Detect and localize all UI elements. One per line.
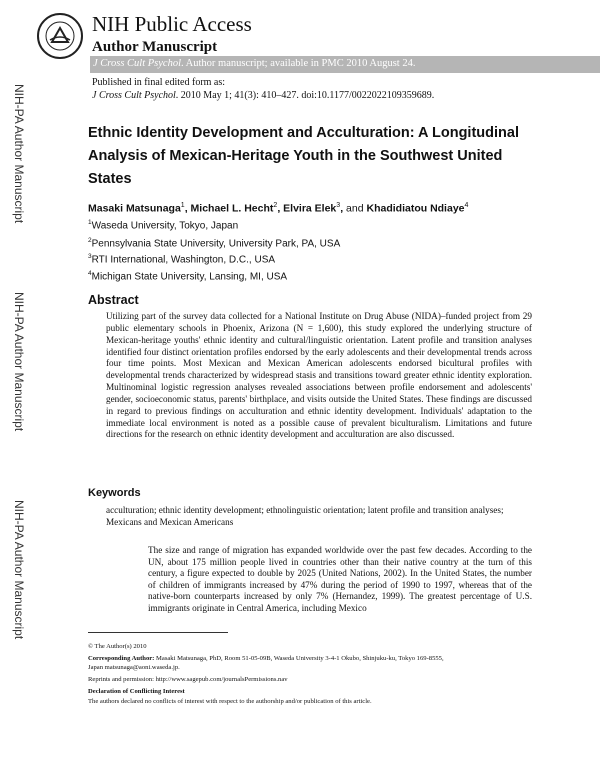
availability-bar bbox=[90, 56, 600, 73]
keywords-text: acculturation; ethnic identity development; ethnolinguistic orientation; latent profile and transition analyses; Mexicans and Mexican Americans bbox=[106, 505, 504, 527]
abstract-text: Utilizing part of the survey data collected for a National Institute on Drug Abuse (NIDA)–funded project from 29 public elementary schools in Phoenix, Arizona (N = 1,600), this study explored the underlying structure of Mexican-heritage youths' ethnic identity and cultural/linguistic orientation. Latent profile and transition analyses identified four distinct orientation profiles endorsed by the early adolescents and their developmental trends across four time points. Most Mexican and Mexican American adolescents endorsed bicultural profiles with developmental trends characterized by widespread stasis and transitions toward greater ethnic identity exploration. Multinominal logistic regression analyses revealed associations between profile endorsement and adolescents' gender, socioeconomic status, parents' birthplace, and visits outside the United States. These findings are discussed in regard to previous findings on acculturation and ethnic identity development. Individuals' adaptation to the immediate local environment is noted as a possible cause of prevalent biculturalism. Limitations and future directions for the research on ethnic identity development and acculturation are also discussed. bbox=[106, 311, 532, 440]
side-label-middle: NIH-PA Author Manuscript bbox=[12, 292, 26, 432]
affiliation: $^2$Pennsylvania State University, University Park, PA, USA bbox=[88, 237, 341, 250]
author-manuscript-subtitle: Author Manuscript bbox=[92, 39, 218, 55]
citation-journal: J Cross Cult Psychol bbox=[92, 90, 176, 101]
footnote-divider bbox=[88, 632, 228, 633]
published-citation bbox=[92, 90, 434, 101]
side-label-top: NIH-PA Author Manuscript bbox=[12, 84, 26, 224]
corresponding-email: Japan matsunaga@aoni.waseda.jp. bbox=[88, 664, 180, 671]
conflict-text: The authors declared no conflicts of interest with respect to the authorship and/or publication of this article. bbox=[88, 698, 372, 705]
nih-logo bbox=[36, 12, 84, 60]
nih-public-access-title: NIH Public Access bbox=[92, 12, 252, 36]
author-name: Khadidiatou Ndiaye bbox=[366, 202, 465, 215]
citation-text: . 2010 May 1; 41(3): 410–427. doi:10.1177/0022022109359689. bbox=[175, 90, 435, 101]
conflict-heading: Declaration of Conflicting Interest bbox=[88, 688, 185, 695]
author-list: Masaki Matsunaga$^1$, Michael L. Hecht$^2$, Elvira Elek$^3$, and Khadidiatou Ndiaye$^4$ bbox=[88, 202, 469, 215]
affiliation: $^4$Michigan State University, Lansing, MI, USA bbox=[88, 270, 288, 283]
abstract-heading: Abstract bbox=[88, 293, 139, 307]
copyright-note: © The Author(s) 2010 bbox=[88, 643, 147, 650]
author-name: Michael L. Hecht bbox=[190, 202, 274, 215]
author-name: Masaki Matsunaga bbox=[88, 202, 181, 215]
bar-journal: J Cross Cult Psychol bbox=[93, 58, 181, 69]
keywords-heading: Keywords bbox=[88, 487, 141, 499]
bar-text: . Author manuscript; available in PMC 2010 August 24. bbox=[180, 58, 416, 69]
author-name: Elvira Elek bbox=[283, 202, 337, 215]
reprints-note: Reprints and permission: http://www.sagepub.com/journalsPermissions.nav bbox=[88, 676, 288, 683]
body-paragraph: The size and range of migration has expanded worldwide over the past few decades. According to the UN, about 175 million people lived in countries other than their native country at the turn of this century, a figure expected to double by 2025 (United Nations, 2002). In the United States, the number of children of immigrants increased by 47% during the period of 1990 to 1997, whereas that of the native-born counterparts increased by only 7% (Hernandez, 1999). The greatest percentage of U.S. immigrants originate in Central America, including Mexico bbox=[148, 545, 532, 613]
corresponding-author: Corresponding Author: Masaki Matsunaga, PhD, Room 51-05-09B, Waseda University 3-4-1 Okubo, Shinjuku-ku, Tokyo 169-8555, bbox=[88, 655, 444, 662]
affiliation: $^1$Waseda University, Tokyo, Japan bbox=[88, 219, 239, 232]
side-label-bottom: NIH-PA Author Manuscript bbox=[12, 500, 26, 640]
affiliation: $^3$RTI International, Washington, D.C., USA bbox=[88, 253, 276, 266]
published-label: Published in final edited form as: bbox=[92, 77, 226, 88]
article-title: Ethnic Identity Development and Acculturation: A Longitudinal Analysis of Mexican-Heritage Youth in the Southwest United States bbox=[88, 125, 519, 187]
